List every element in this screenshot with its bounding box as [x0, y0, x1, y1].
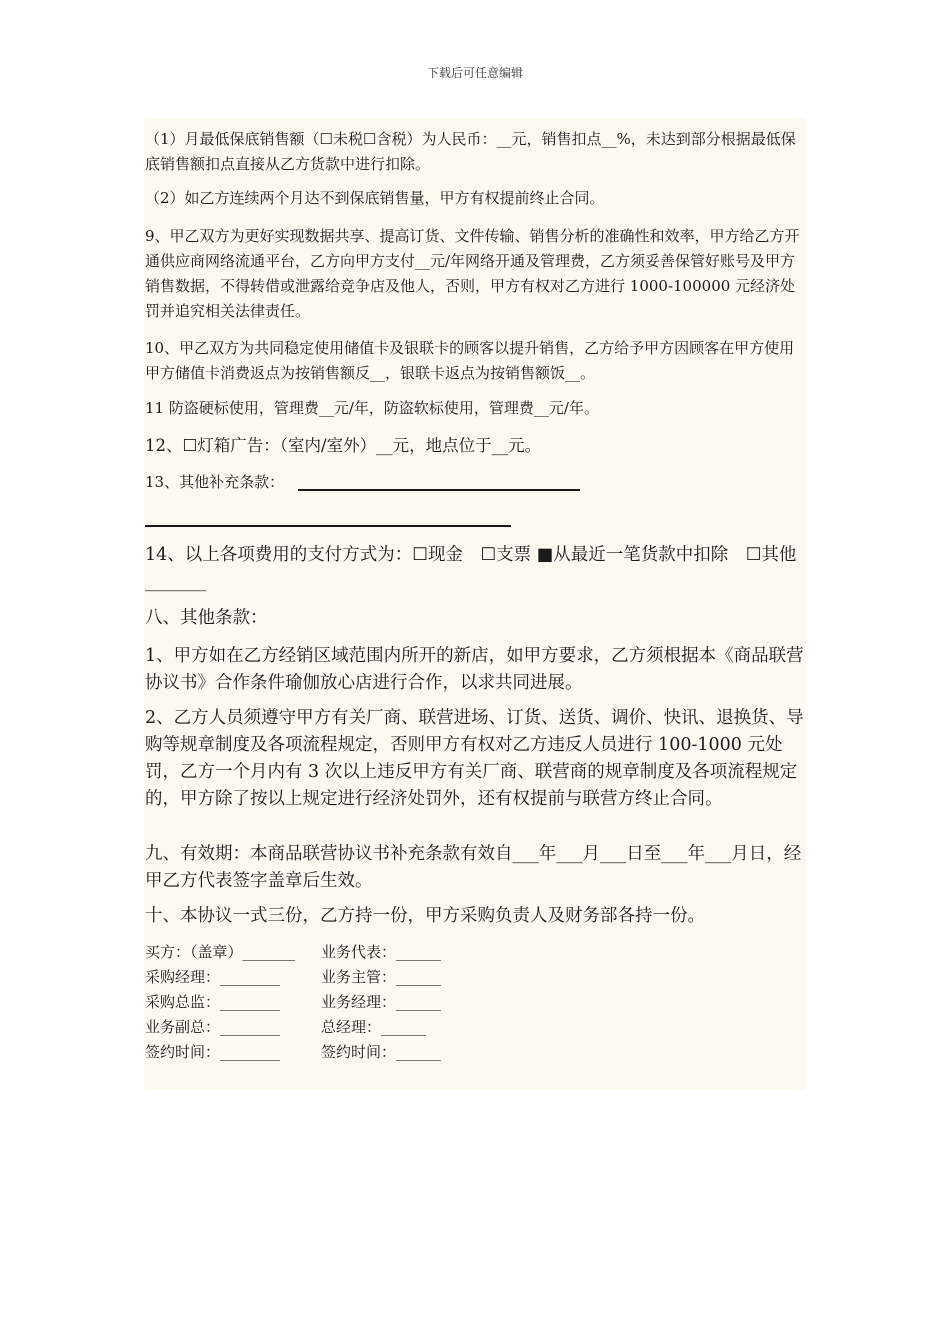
signature-row	[145, 940, 441, 965]
purchasing-manager: 采购经理：________	[145, 968, 281, 986]
page-header: 下载后可任意编辑	[426, 66, 523, 80]
clause-9-network-platform: 9、甲乙双方为更好实现数据共享、提高订货、文件传输、销售分析的准确性和效率，甲方给乙方开通供应商网络流通平台，乙方向甲方支付__元/年网络开通及管理费，乙方须妥善保管好账号及甲方销售数据，不得转借或泄露给竞争店及他人，否则，甲方有权对乙方进行 1000-100000 元经济处罚并追究相关法律责任。	[145, 227, 800, 320]
section-8-heading: 八、其他条款：	[145, 608, 268, 628]
sales-representative: 业务代表：______	[321, 943, 442, 961]
clause-11-anti-theft-tags: 11 防盗硬标使用，管理费__元/年，防盗软标使用，管理费__元/年。	[145, 399, 599, 417]
section-9-validity: 九、有效期：本商品联营协议书补充条款有效自___年___月___日至___年___月日，经甲乙方代表签字盖章后生效。	[145, 844, 802, 891]
section-10-copies: 十、本协议一式三份，乙方持一份，甲方采购负责人及财务部各持一份。	[145, 906, 705, 926]
sales-manager: 业务经理：______	[321, 993, 442, 1011]
clause-min-sales: （1）月最低保底销售额（☐未税☐含税）为人民币：__元，销售扣点__%，未达到部分根据最低保底销售额扣点直接从乙方货款中进行扣除。	[145, 130, 796, 173]
clause-14-payment-method: 14、以上各项费用的支付方式为：☐现金 ☐支票 ■从最近一笔货款中扣除 ☐其他_______	[145, 545, 797, 592]
general-manager: 总经理：______	[321, 1018, 427, 1036]
signature-block	[145, 940, 441, 1065]
clause-early-termination: （2）如乙方连续两个月达不到保底销售量，甲方有权提前终止合同。	[145, 189, 605, 207]
fill-in-line	[145, 525, 511, 527]
signature-row	[145, 1015, 441, 1040]
section-8-clause-1: 1、甲方如在乙方经销区域范围内所开的新店，如甲方要求，乙方须根据本《商品联营协议书》合作条件瑜伽放心店进行合作，以求共同进展。	[145, 646, 804, 693]
section-8-clause-2: 2、乙方人员须遵守甲方有关厂商、联营进场、订货、送货、调价、快讯、退换货、导购等规章制度及各项流程规定，否则甲方有权对乙方违反人员进行 100-1000 元处罚，乙方一个月内有 3 次以上违反甲方有关厂商、联营商的规章制度及各项流程规定的，甲方除了按以上规定进行经济处罚外，还有权提前与联营方终止合同。	[145, 708, 804, 809]
vice-president: 业务副总：________	[145, 1018, 281, 1036]
clause-12-lightbox-ad: 12、☐灯箱广告：（室内/室外）__元，地点位于__元。	[145, 436, 542, 455]
buyer-seal: 买方：（盖章）_______	[145, 943, 296, 961]
clause-10-card-rebate: 10、甲乙双方为共同稳定使用储值卡及银联卡的顾客以提升销售，乙方给予甲方因顾客在甲方使用甲方储值卡消费返点为按销售额反__，银联卡返点为按销售额饭__。	[145, 339, 795, 382]
fill-in-line	[298, 489, 580, 491]
signature-row	[145, 990, 441, 1015]
clause-13-supplementary: 13、其他补充条款：	[145, 473, 285, 491]
signing-date-buyer: 签约时间：________	[145, 1043, 281, 1061]
sales-supervisor: 业务主管：______	[321, 968, 442, 986]
purchasing-director: 采购总监：________	[145, 993, 281, 1011]
signing-date-seller: 签约时间：______	[321, 1043, 442, 1061]
signature-row	[145, 965, 441, 990]
signature-row	[145, 1040, 441, 1065]
